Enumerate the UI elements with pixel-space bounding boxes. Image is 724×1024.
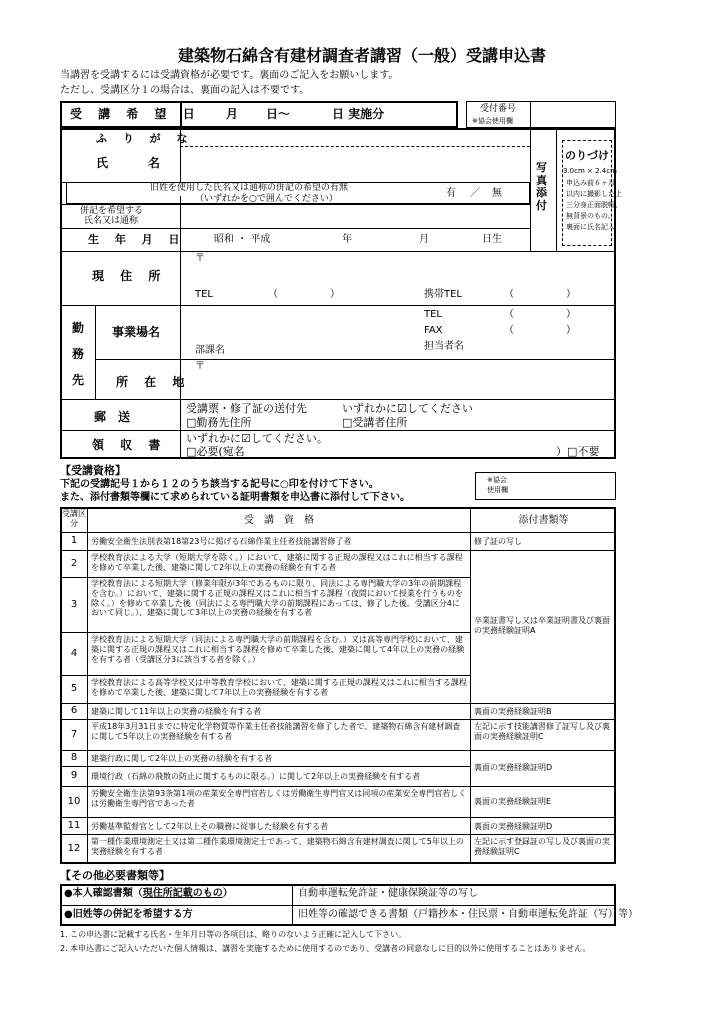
qual-row-no[interactable]: 12 [67,843,81,854]
office-address-field[interactable] [208,361,608,397]
office-name-field[interactable] [190,307,410,335]
qual-row-text: 学校教育法による短期大学（同法による専門職大学の前期課程を含む。）又は高等専門学校において、建築に関する正規の課程又はこれに相当する課程を修めて卒業した後、建築に関して4年以上の実務の経験を有する者（受講区分3に該当する者を除く。） [91,635,465,664]
birthdate-field[interactable] [181,229,529,251]
qual-row-no[interactable]: 7 [70,729,78,740]
intro-line-2: ただし、受講区分１の場合は、裏面の記入は不要です。 [60,85,310,96]
qual-row-text: 第一種作業環境測定士又は第二種作業環境測定士であって、建築物石綿含有建材調査に関して5年以上の実務経験を有する者 [91,837,464,856]
qual-row-no[interactable]: 6 [70,705,78,716]
home-tel-field[interactable] [216,288,366,302]
contact-person-field[interactable] [474,340,610,356]
qualification-heading: 【受講資格】 [60,464,126,477]
birthdate-label: 生 年 月 日 [88,233,186,246]
department-field[interactable] [232,342,412,358]
qual-row-no[interactable]: 4 [70,648,78,659]
location-label: 所 在 地 [116,375,191,389]
qual-row-no[interactable]: 5 [70,683,78,694]
col-header-no: 受講区分 [62,509,86,528]
qual-row-text: 学校教育法による高等学校又は中等教育学校において、建築に関する正規の課程又はこれに相当する課程を修めて卒業した後、建築に関して7年以上の実務経験を有する者 [91,678,467,697]
office-fax-field[interactable] [450,324,610,338]
qual-row-text: 労働基準監督官として2年以上その職務に従事した経験を有する者 [91,822,329,831]
qual-row-text: 学校教育法による短期大学（修業年限が3年であるものに限り、同法による専門職大学の3年の前期課程を含む。）において、建築に関する正規の課程又はこれに相当する課程（夜間において授業を行うものを除く。）を修めて卒業した後（同法による専門職大学の前期課程にあっては、修了した後。受講区分4において同じ。）、建築に関して3年以上の実務の経験を有する者 [91,579,463,618]
qual-doc-rows-2-5: 卒業証書写し又は卒業証明書及び裏面の実務経験証明A [474,616,610,635]
qual-row-no[interactable]: 8 [70,752,78,763]
qualification-instruction-1: 下記の受講記号１から１２のうち該当する記号に○印を付けて下さい。 [60,479,379,490]
col-header-qualification: 受 講 資 格 [244,515,314,526]
receipt-addressee-field[interactable] [252,445,552,458]
mail-option-office[interactable]: □勤務先住所 [186,416,252,429]
qual-row-no[interactable]: 9 [70,770,78,781]
other-docs-row-1-left: ●本人確認書類（現住所記載のもの） [64,888,233,899]
mail-option-home[interactable]: □受講者住所 [342,416,408,429]
note-2: 2. 本申込書にご記入いただいた個人情報は、講習を実施するために使用するのであり、受講者の同意なしに目的以外に使用することはありません。 [60,944,591,953]
furigana-field[interactable] [181,129,529,145]
note-1: 1. この申込書に記載する氏名・生年月日等の各項目は、略りのないよう正確に記入して下さい。 [60,930,407,939]
qual-row-no[interactable]: 11 [67,820,81,831]
other-docs-row-2-right: 旧姓等の確認できる書類（戸籍抄本・住民票・自動車運転免許証（写）等） [298,909,638,920]
qual-row-doc: 修了証の写し [474,537,522,546]
mobile-tel-field[interactable] [470,288,610,302]
other-docs-row-2-left: ●旧姓等の併記を希望する方 [64,909,193,920]
col-header-documents: 添付書類等 [518,515,569,526]
qual-row-text: 学校教育法による大学（短期大学を除く。）において、建築に関する正規の課程又はこれに相当する課程を修めて卒業した後、建築に関して2年以上の実務の経験を有する者 [91,553,463,572]
maiden-name-field[interactable] [181,205,529,227]
qual-row-no[interactable]: 3 [70,599,78,610]
address-label: 現 住 所 [92,269,167,283]
photo-attach-label: 写真添付 [536,162,547,212]
qual-row-doc: 裏面の実務経験証明D [474,822,553,831]
qual-row-no[interactable]: 10 [67,796,81,807]
office-tel-field[interactable] [450,308,610,322]
course-date-label: 受 講 希 望 日 [70,107,201,121]
qual-doc-rows-8-9: 裏面の実務経験証明D [474,763,553,772]
other-docs-heading: 【その他必要書類等】 [60,869,170,882]
qual-row-text: 建築に関して11年以上の実務の経験を有する者 [91,707,262,716]
page-title: 建築物石綿含有建材調査者講習（一般）受講申込書 [177,46,546,65]
receipt-label: 領 収 書 [92,438,167,452]
qual-row-doc: 左記に示す登録証の写し及び裏面の実務経験証明C [474,837,610,856]
qual-row-text: 労働安全衛生法第93条第1項の産業安全専門官若しくは労働衛生専門官又は同項の産業安全専門官若しくは労働衛生専門官であった者 [91,789,467,808]
furigana-label: ふ り が な [96,132,194,145]
other-docs-row-1-right: 自動車運転免許証・健康保険証等の写し [298,888,478,899]
receipt-option-not-required[interactable]: ）□不要 [556,445,600,458]
mail-label: 郵 送 [94,410,131,424]
maiden-no-option[interactable]: 無 [492,188,502,199]
qual-row-text: 建築行政に関して2年以上の実務の経験を有する者 [91,754,273,763]
name-field[interactable] [181,147,529,181]
qualification-instruction-2: また、添付書類等欄にて求められている証明書類を申込書に添付して下さい。 [60,492,410,503]
qual-row-doc: 左記に示す技能講習修了証写し及び裏面の実務経験証明C [474,722,610,741]
qual-row-no[interactable]: 1 [70,535,78,546]
qual-row-text: 労働安全衛生法別表第18第23号に掲げる石綿作業主任者技能講習修了者 [91,537,352,546]
intro-line-1: 当講習を受講するには受講資格が必要です。裏面のご記入をお願いします。 [60,70,399,81]
photo-glue-label: のりづけ [565,149,609,162]
address-field[interactable] [208,253,608,283]
qual-row-doc: 裏面の実務経験証明E [474,797,552,806]
name-label: 氏 名 [96,156,175,170]
receipt-option-required[interactable]: □必要(宛名 [186,445,245,458]
qual-row-doc: 裏面の実務経験証明B [474,707,552,716]
qual-row-no[interactable]: 2 [70,558,78,569]
qual-row-text: 平成18年3月31日までに特定化学物質等作業主任者技能講習を修了した者で、建築物石綿含有建材調査に関して5年以上の実務経験を有する者 [91,722,461,741]
office-name-label: 事業場名 [112,325,161,339]
course-date-field[interactable] [181,103,457,126]
qual-row-text: 環境行政（石綿の飛散の防止に関するものに限る。）に関して2年以上の実務経験を有する者 [91,772,421,781]
maiden-yes-option[interactable]: 有 [446,188,456,199]
